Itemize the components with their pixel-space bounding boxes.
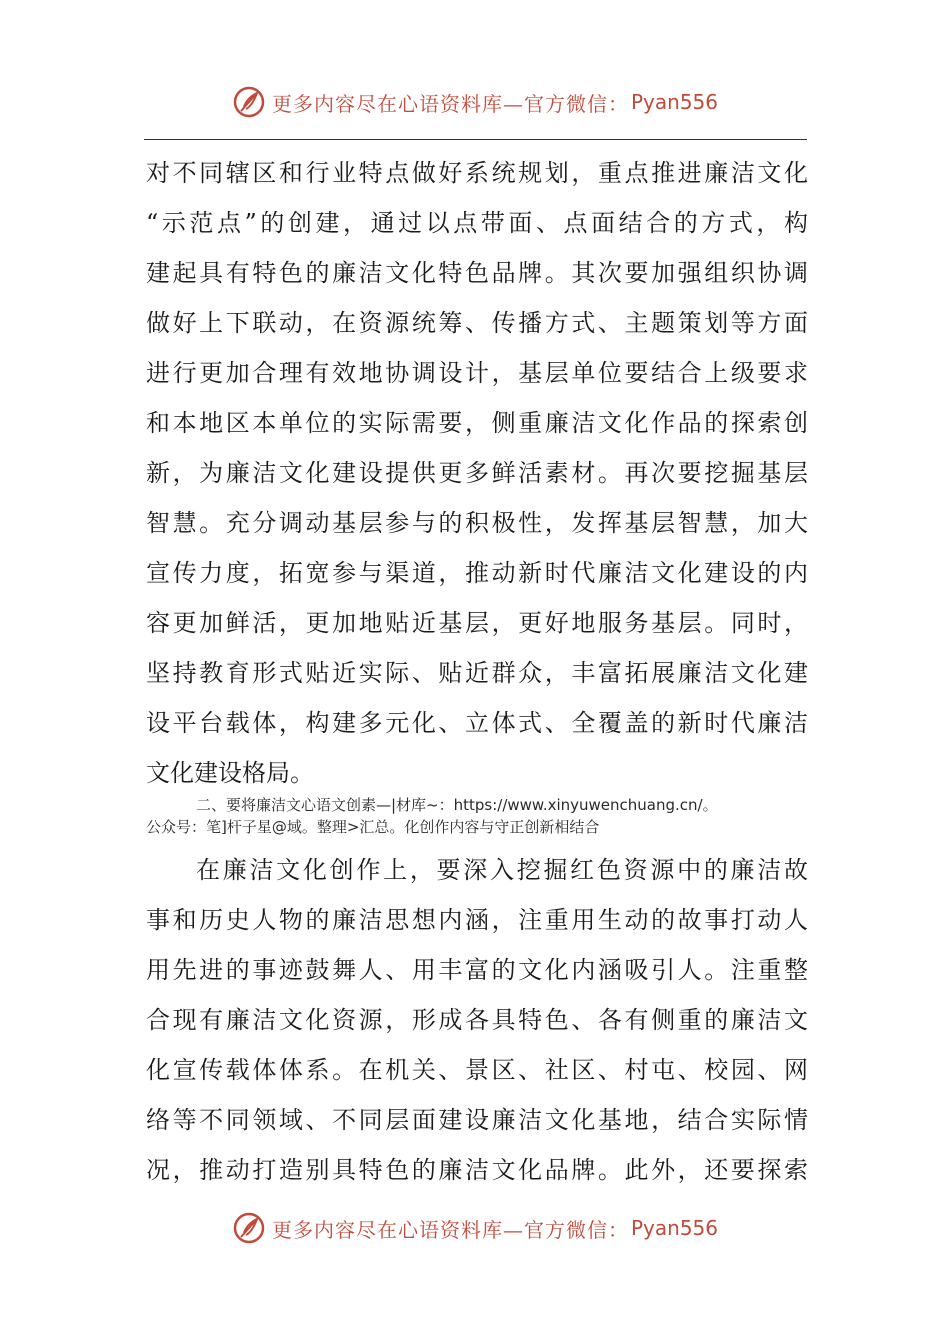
header-divider (144, 139, 807, 140)
footer-banner (0, 1208, 950, 1248)
body-paragraph-1 (146, 148, 808, 798)
text-line: “示范点”的创建，通过以点带面、点面结合的方式，构 (146, 209, 808, 237)
text-line: 做好上下联动，在资源统筹、传播方式、主题策划等方面 (146, 309, 808, 337)
text-line: 络等不同领域、不同层面建设廉洁文化基地，结合实际情 (146, 1106, 808, 1134)
section-heading (146, 794, 816, 838)
text-line: 况，推动打造别具特色的廉洁文化品牌。此外，还要探索 (146, 1156, 808, 1184)
banner-wechat-handle: Pyan556 (630, 90, 718, 114)
heading-line-1: 二、要将廉洁文心语文创素—|材库~：https://www.xinyuwenchuang.cn/。 (196, 796, 718, 814)
body-paragraph-2 (146, 845, 808, 1195)
quill-logo-icon (232, 1211, 266, 1245)
text-line: 坚持教育形式贴近实际、贴近群众，丰富拓展廉洁文化建 (146, 659, 808, 687)
text-line: 对不同辖区和行业特点做好系统规划，重点推进廉洁文化 (146, 159, 808, 187)
banner-text: 更多内容尽在心语资料库—官方微信： (271, 1217, 629, 1242)
banner-wechat-handle: Pyan556 (630, 1216, 718, 1240)
heading-line-2: 公众号：笔]杆子星@域。整理>汇总。化创作内容与守正创新相结合 (146, 818, 600, 836)
text-line: 文化建设格局。 (146, 759, 314, 787)
text-line: 在廉洁文化创作上，要深入挖掘红色资源中的廉洁故 (196, 856, 808, 884)
text-line: 容更加鲜活，更加地贴近基层，更好地服务基层。同时， (146, 609, 808, 637)
text-line: 用先进的事迹鼓舞人、用丰富的文化内涵吸引人。注重整 (146, 956, 808, 984)
text-line: 设平台载体，构建多元化、立体式、全覆盖的新时代廉洁 (146, 709, 808, 737)
text-line: 建起具有特色的廉洁文化特色品牌。其次要加强组织协调 (146, 259, 808, 287)
text-line: 进行更加合理有效地协调设计，基层单位要结合上级要求 (146, 359, 808, 387)
text-line: 新，为廉洁文化建设提供更多鲜活素材。再次要挖掘基层 (146, 459, 808, 487)
text-line: 智慧。充分调动基层参与的积极性，发挥基层智慧，加大 (146, 509, 808, 537)
quill-logo-icon (232, 85, 266, 119)
text-line: 事和历史人物的廉洁思想内涵，注重用生动的故事打动人 (146, 906, 808, 934)
text-line: 化宣传载体体系。在机关、景区、社区、村屯、校园、网 (146, 1056, 808, 1084)
banner-text: 更多内容尽在心语资料库—官方微信： (271, 91, 629, 116)
text-line: 宣传力度，拓宽参与渠道，推动新时代廉洁文化建设的内 (146, 559, 808, 587)
text-line: 合现有廉洁文化资源，形成各具特色、各有侧重的廉洁文 (146, 1006, 808, 1034)
text-line: 和本地区本单位的实际需要，侧重廉洁文化作品的探索创 (146, 409, 808, 437)
header-banner (0, 82, 950, 122)
